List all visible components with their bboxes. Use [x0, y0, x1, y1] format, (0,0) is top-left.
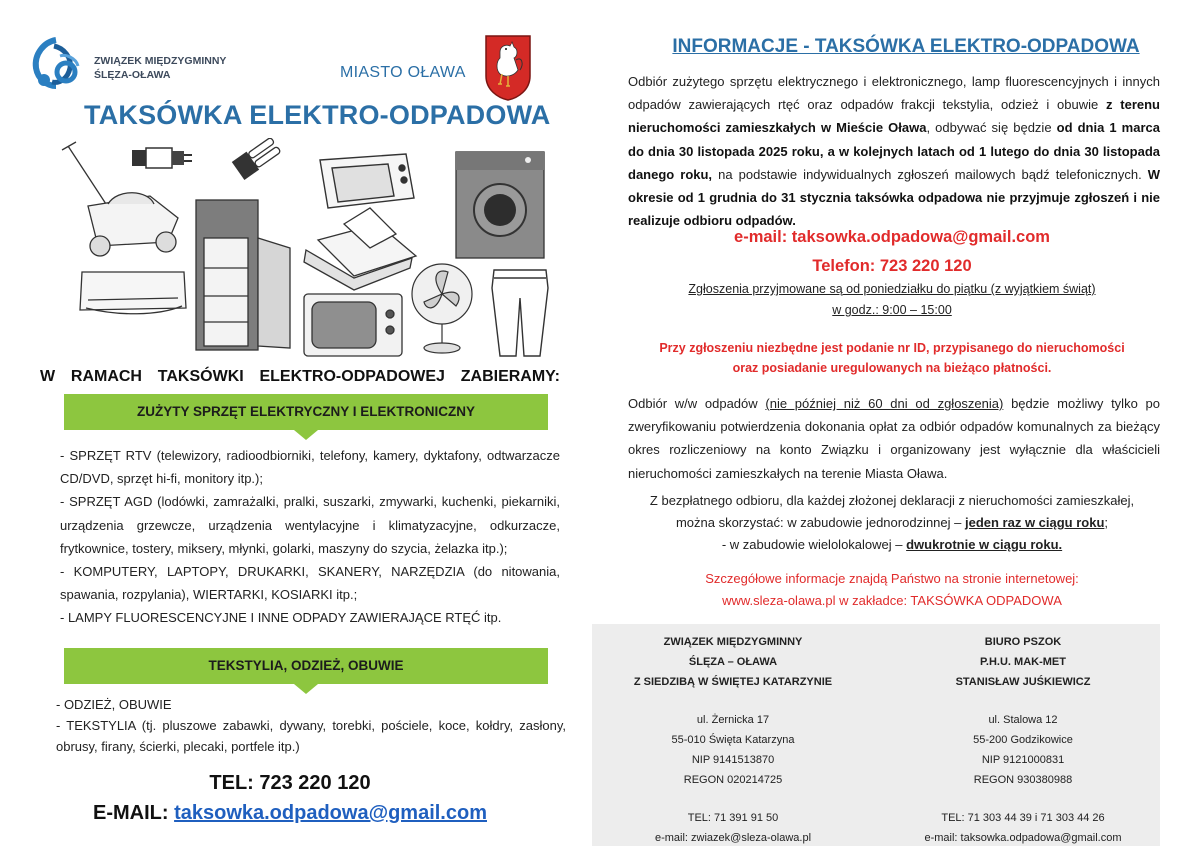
deadline-text: (nie później niż 60 dni od zgłoszenia)	[765, 396, 1004, 411]
office-phone: TEL: 71 391 91 50	[687, 812, 779, 824]
electronics-item-list	[60, 444, 560, 630]
office-name-line1: ZWIĄZEK MIĘDZYGMINNY	[663, 636, 803, 648]
fluorescent-lamp-icon	[232, 138, 282, 180]
order-hours: w godz.: 9:00 – 15:00	[832, 303, 952, 317]
free-line3-text: - w zabudowie wielolokalowej –	[721, 537, 907, 552]
info-text: , odbywać się będzie	[926, 120, 1057, 136]
free-line2-end: ;	[1104, 515, 1109, 530]
office-street: ul. Żernicka 17	[696, 714, 770, 726]
free-line3	[600, 534, 1184, 556]
free-line2	[600, 512, 1184, 534]
list-item: - KOMPUTERY, LAPTOPY, DRUKARKI, SKANERY, NARZĘDZIA (do nitowania, spawania, rozpylania), WIERTARKI, KOSIARKI itp.;	[60, 564, 560, 603]
office-phone: TEL: 71 303 44 39 i 71 303 44 26	[941, 812, 1105, 824]
org-logo-line1: ZWIĄZEK MIĘDZYGMINNY	[94, 55, 227, 67]
microwave-icon	[320, 154, 414, 208]
info-winter-text: W okresie od 1 grudnia do 31 stycznia taksówka odpadowa nie przyjmuje zgłoszeń i nie realizuje odbioru odpadów.	[628, 166, 1161, 229]
id-note-line1: Przy zgłoszeniu niezbędne jest podanie nr ID, przypisanego do nieruchomości	[659, 341, 1125, 355]
trousers-icon	[492, 270, 548, 356]
collect-heading: W RAMACH TAKSÓWKI ELEKTRO-ODPADOWEJ ZABIERAMY:	[40, 368, 560, 385]
fan-icon	[412, 264, 472, 353]
city-label: MIASTO OŁAWA	[340, 64, 466, 81]
crt-tv-icon	[304, 294, 402, 356]
category-banner-electronics: ZUŻYTY SPRZĘT ELEKTRYCZNY I ELEKTRONICZNY	[64, 394, 548, 430]
contact-email	[0, 802, 580, 825]
coat-of-arms-icon	[484, 32, 532, 102]
free-line3-frequency: dwukrotnie w ciągu roku.	[906, 537, 1063, 552]
info-title: INFORMACJE - TAKSÓWKA ELEKTRO-ODPADOWA	[672, 36, 1140, 57]
info-period-text: od dnia 1 marca do dnia 30 listopada 2025 roku, a w kolejnych latach od 1 lutego do dnia 30 listopada danego roku,	[628, 120, 1160, 182]
contact-phone: TEL: 723 220 120	[209, 772, 371, 794]
org-logo-text	[94, 54, 226, 82]
verification-text: Odbiór w/w odpadów	[628, 396, 766, 411]
free-line2-text: można skorzystać: w zabudowie jednorodzinnej –	[675, 515, 965, 530]
fridge-icon	[196, 200, 290, 350]
info-area-text: z terenu nieruchomości zamieszkałych w Mieście Oława	[628, 97, 1160, 136]
order-days: Zgłoszenia przyjmowane są od poniedziałku do piątku (z wyjątkiem świąt)	[688, 282, 1096, 296]
office-nip: NIP 9121000831	[981, 754, 1065, 766]
office-city: 55-200 Godzikowice	[973, 734, 1073, 746]
office-regon: REGON 930380988	[973, 774, 1073, 786]
info-text: Odbiór zużytego sprzętu elektrycznego i elektronicznego, lamp fluorescencyjnych i innych odpadów zawierających rtęć oraz odpadów frakcji tekstylia, odzież i obuwie	[628, 74, 1160, 113]
washing-machine-icon	[456, 152, 544, 258]
office-name-line3: Z SIEDZIBĄ W ŚWIĘTEJ KATARZYNIE	[633, 676, 833, 688]
list-item: - TEKSTYLIA (tj. pluszowe zabawki, dywany, torebki, pościele, koce, kołdry, zasłony, obrusy, firany, ścierki, plecaki, portfele itp.)	[56, 718, 566, 754]
fluorescent-tube-icon	[132, 148, 192, 168]
printer-icon	[304, 208, 416, 290]
website-info-line1: Szczegółowe informacje znajdą Państwo na stronie internetowej:	[705, 571, 1079, 586]
list-item: - LAMPY FLUORESCENCYJNE I INNE ODPADY ZAWIERAJĄCE RTĘĆ itp.	[60, 610, 502, 626]
id-note-line2: oraz posiadanie uregulowanych na bieżąco płatności.	[732, 361, 1052, 375]
office-name-line1: BIURO PSZOK	[984, 636, 1062, 648]
air-conditioner-icon	[80, 272, 186, 314]
free-line1: Z bezpłatnego odbioru, dla każdej złożonej deklaracji z nieruchomości zamieszkałej,	[649, 493, 1135, 508]
contact-email-link[interactable]: taksowka.odpadowa@gmail.com	[174, 802, 487, 824]
list-item: - SPRZĘT RTV (telewizory, radioodbiorniki, telefony, kamery, dyktafony, odtwarzacze CD/DVD, sprzęt hi-fi, monitory itp.);	[60, 448, 560, 487]
collection-info-paragraph	[628, 70, 1160, 232]
order-email[interactable]: e-mail: taksowka.odpadowa@gmail.com	[734, 228, 1050, 246]
office-card-association	[598, 632, 868, 848]
list-item: - SPRZĘT AGD (lodówki, zamrażalki, pralki, suszarki, zmywarki, kuchenki, piekarniki, urządzenia grzewcze, urządzenia wentylacyjne i klimatyzacyjne, odkurzacze, frytkownice, tostery, miksery, młynki, golarki, maszyny do szycia, żelazka itp.);	[60, 494, 560, 556]
id-requirement-note	[600, 338, 1184, 378]
office-regon: REGON 020214725	[683, 774, 783, 786]
office-email[interactable]: e-mail: zwiazek@sleza-olawa.pl	[654, 832, 812, 844]
left-page-title: TAKSÓWKA ELEKTRO-ODPADOWA	[84, 100, 551, 130]
website-info-line2[interactable]: www.sleza-olawa.pl w zakładce: TAKSÓWKA ODPADOWA	[722, 593, 1062, 608]
contact-email-label: E-MAIL:	[92, 802, 175, 824]
verification-text: będzie możliwy tylko po zweryfikowaniu potwierdzenia dokonania opłat za odbiór odpadów komunalnych za bieżący okres rozliczeniowy na konto Związku i organizowany jest wyłącznie dla właścicieli nieruchomości zamieszkałych na terenie Miasta Oława.	[628, 396, 1160, 481]
office-card-pszok	[888, 632, 1158, 848]
website-info	[600, 568, 1184, 612]
appliances-illustration	[58, 138, 558, 360]
verification-paragraph	[628, 392, 1160, 485]
office-city: 55-010 Święta Katarzyna	[671, 734, 795, 746]
office-name-line2: ŚLĘZA – OŁAWA	[688, 656, 778, 668]
free-collection-block	[600, 490, 1184, 556]
office-name-line2: P.H.U. MAK-MET	[980, 656, 1066, 668]
free-line2-frequency: jeden raz w ciągu roku	[964, 515, 1105, 530]
category-banner-textiles: TEKSTYLIA, ODZIEŻ, OBUWIE	[64, 648, 548, 684]
office-nip: NIP 9141513870	[691, 754, 775, 766]
org-logo-icon	[26, 36, 88, 94]
list-item: - ODZIEŻ, OBUWIE	[56, 697, 172, 712]
textiles-item-list	[56, 694, 566, 757]
offices-box	[592, 624, 1160, 846]
info-text: na podstawie indywidualnych zgłoszeń mailowych bądź telefonicznych.	[712, 166, 1148, 182]
order-phone: Telefon: 723 220 120	[812, 257, 972, 275]
org-logo-line2: ŚLĘZA-OŁAWA	[94, 69, 171, 81]
office-email[interactable]: e-mail: taksowka.odpadowa@gmail.com	[924, 832, 1122, 844]
office-street: ul. Stalowa 12	[988, 714, 1058, 726]
office-name-line3: STANISŁAW JUŚKIEWICZ	[955, 676, 1091, 688]
